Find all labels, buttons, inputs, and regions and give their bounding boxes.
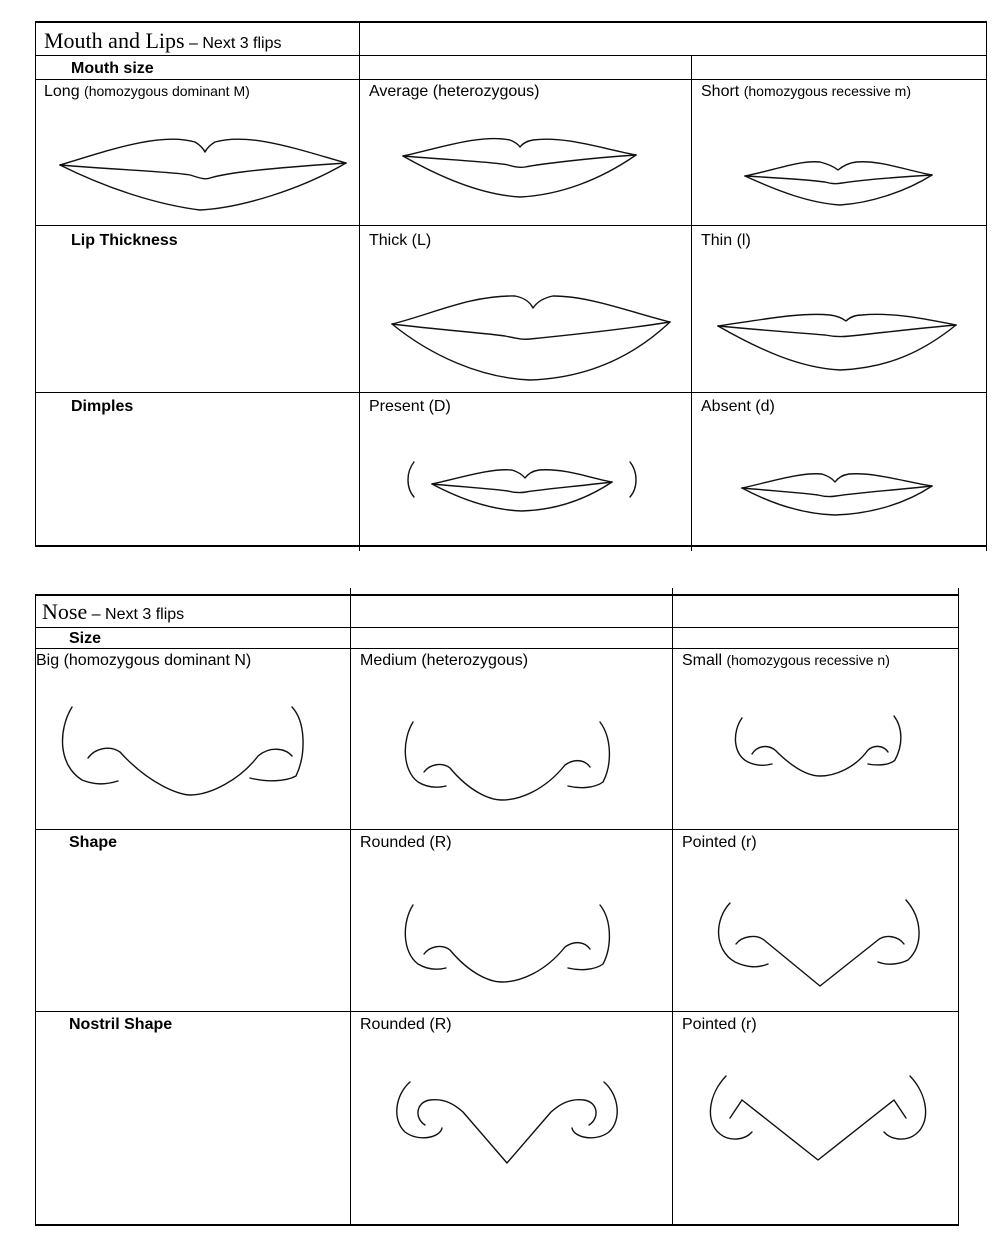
row-header-nostril-shape: Nostril Shape: [69, 1016, 173, 1033]
row-header-lip-thickness: Lip Thickness: [71, 232, 178, 249]
label-shape-rounded: Rounded (R): [360, 834, 452, 851]
label-long-main: Long: [44, 83, 80, 100]
section-title-flips: – Next 3 flips: [189, 35, 282, 52]
label-medium: Medium (heterozygous): [360, 652, 529, 669]
label-thick: Thick (L): [369, 232, 432, 249]
label-dimples-absent: Absent (d): [701, 398, 775, 415]
label-dimples-present: Present (D): [369, 398, 451, 415]
label-small-sub: (homozygous recessive n): [726, 652, 890, 668]
section-title-main: Mouth and Lips: [44, 28, 185, 53]
label-small-main: Small: [682, 652, 723, 669]
label-short-sub: (homozygous recessive m): [743, 83, 911, 99]
row-header-dimples: Dimples: [71, 398, 134, 415]
label-shape-pointed: Pointed (r): [682, 834, 757, 851]
label-big: Big (homozygous dominant N): [36, 652, 252, 669]
label-nostril-rounded: Rounded (R): [360, 1016, 452, 1033]
row-header-mouth-size: Mouth size: [71, 60, 154, 77]
row-header-nose-size: Size: [69, 630, 102, 647]
section-title-main: Nose: [42, 599, 88, 624]
label-short-main: Short: [701, 83, 740, 100]
label-nostril-pointed: Pointed (r): [682, 1016, 757, 1033]
section-title-flips: – Next 3 flips: [91, 606, 185, 623]
label-long-sub: (homozygous dominant M): [84, 83, 250, 99]
label-thin: Thin (l): [701, 232, 751, 249]
label-average: Average (heterozygous): [369, 83, 540, 100]
row-header-nose-shape: Shape: [69, 834, 118, 851]
